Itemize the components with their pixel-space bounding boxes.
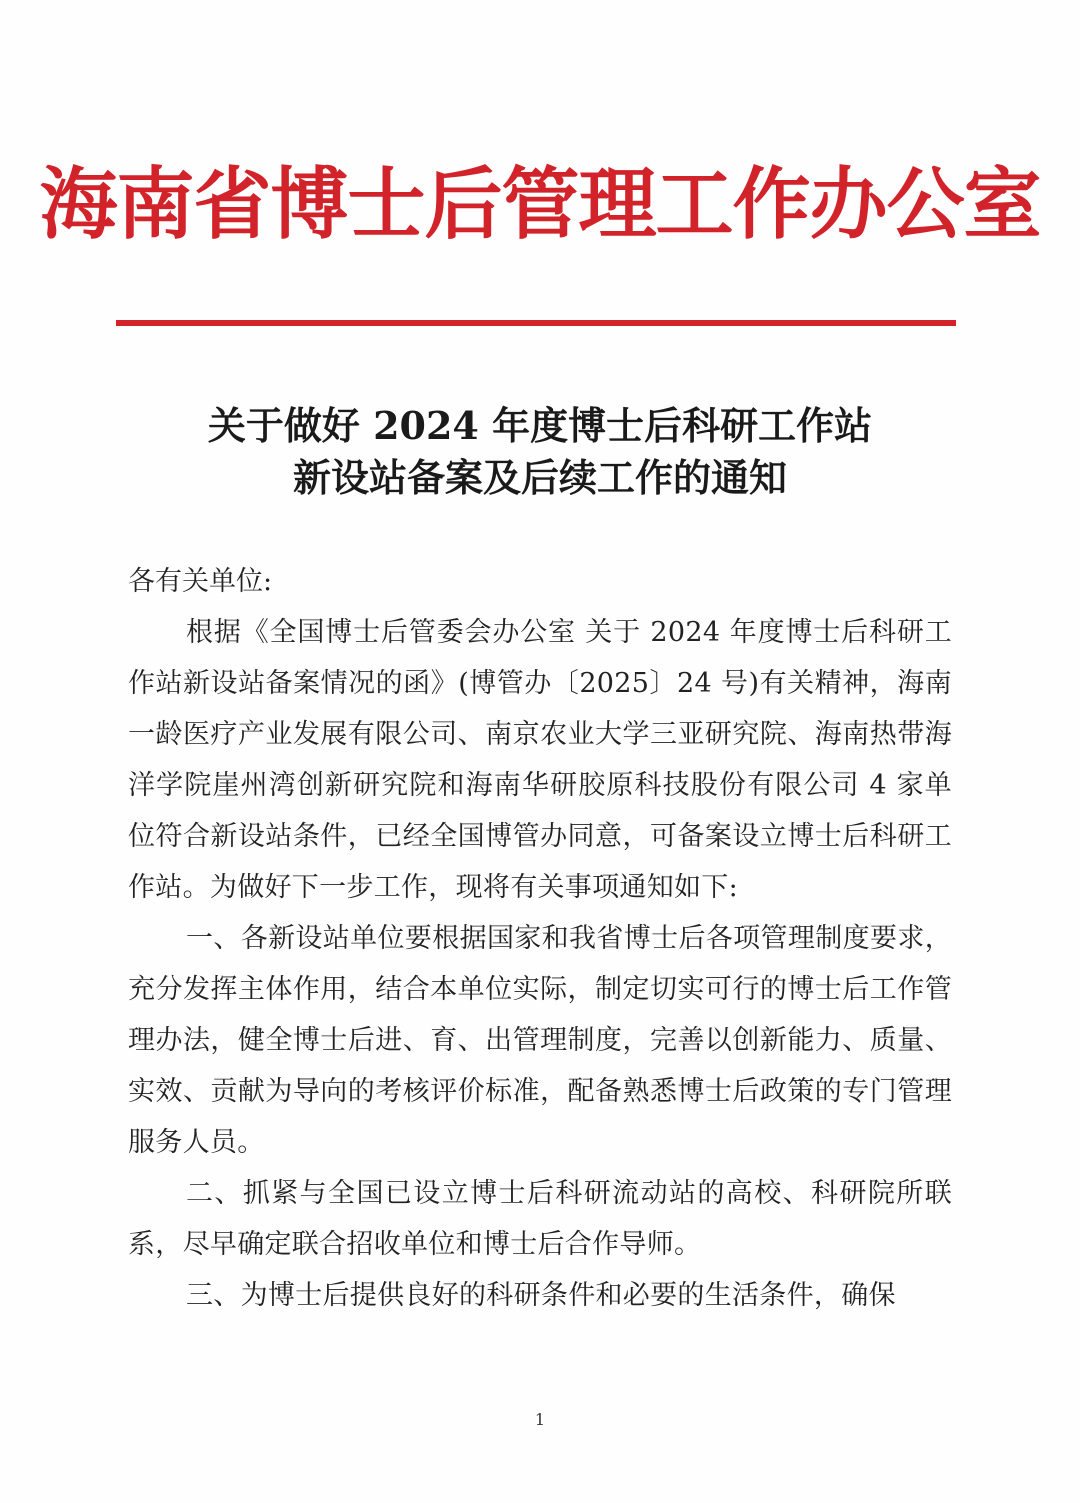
document-title-line-1: 关于做好 2024 年度博士后科研工作站 (207, 403, 873, 448)
salutation: 各有关单位: (128, 566, 273, 597)
page-number: 1 (534, 1410, 546, 1429)
paragraph-item-2: 二、抓紧与全国已设立博士后科研流动站的高校、科研院所联系，尽早确定联合招收单位和博士后合作导师。 (128, 1178, 952, 1260)
letterhead-red-rule (116, 320, 956, 326)
paragraph-item-3: 三、为博士后提供良好的科研条件和必要的生活条件，确保 (186, 1280, 896, 1311)
letterhead-org-name: 海南省博士后管理工作办公室 (39, 160, 1041, 250)
paragraph-intro: 根据《全国博士后管委会办公室 关于 2024 年度博士后科研工作站新设站备案情况的函》(博管办〔2025〕24 号)有关精神，海南一龄医疗产业发展有限公司、南京农业大学三亚研究院、海南热带海洋学院崖州湾创新研究院和海南华研胶原科技股份有限公司 4 家单位符合新设站条件，已经全国博管办同意，可备案设立博士后科研工作站。为做好下一步工作，现将有关事项通知如下: (128, 617, 952, 903)
document-title-line-2: 新设站备案及后续工作的通知 (292, 455, 787, 500)
document-title (0, 400, 1080, 504)
paragraph-item-1: 一、各新设站单位要根据国家和我省博士后各项管理制度要求，充分发挥主体作用，结合本单位实际，制定切实可行的博士后工作管理办法，健全博士后进、育、出管理制度，完善以创新能力、质量、实效、贡献为导向的考核评价标准，配备熟悉博士后政策的专门管理服务人员。 (128, 923, 952, 1158)
document-body (128, 556, 952, 1321)
